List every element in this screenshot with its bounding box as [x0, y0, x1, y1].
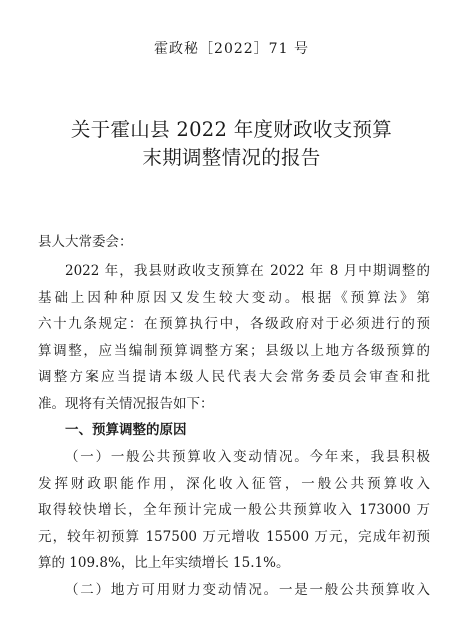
- section-heading: 一、预算调整的原因: [65, 422, 187, 438]
- paragraph-line: 调整方案应当提请本级人民代表大会常务委员会审查和批: [38, 369, 430, 385]
- paragraph-line: 元，较年初预算 157500 万元增收 15500 万元，完成年初预: [38, 528, 430, 545]
- title-line-2: 末期调整情况的报告: [142, 146, 321, 169]
- paragraph-line: 基础上因种种原因又发生较大变动。根据《预算法》第: [38, 289, 430, 306]
- document-number: 霍政秘［2022］71 号: [154, 41, 309, 57]
- salutation: 县人大常委会：: [38, 234, 133, 250]
- paragraph-line: （一）一般公共预算收入变动情况。今年来，我县积极: [65, 449, 430, 465]
- paragraph-line: 2022 年，我县财政收支预算在 2022 年 8 月中期调整的: [65, 263, 430, 279]
- title-line-1: 关于霍山县 2022 年度财政收支预算: [70, 118, 393, 141]
- paragraph-line: 算调整，应当编制预算调整方案；县级以上地方各级预算的: [38, 342, 430, 359]
- paragraph-line: （二）地方可用财力变动情况。一是一般公共预算收入: [65, 581, 430, 598]
- paragraph-line: 准。现将有关情况报告如下：: [38, 395, 214, 412]
- paragraph-line: 取得较快增长，全年预计完成一般公共预算收入 173000 万: [38, 502, 430, 518]
- paragraph-line: 发挥财政职能作用，深化收入征管，一般公共预算收入: [38, 475, 430, 492]
- intro-paragraph: [38, 258, 430, 444]
- paragraph-line: 六十九条规定：在预算执行中，各级政府对于必须进行的预: [38, 316, 430, 332]
- paragraph-line: 算的 109.8%，比上年实绩增长 15.1%。: [38, 555, 290, 571]
- revenue-paragraph: [38, 444, 430, 603]
- document-title: [0, 116, 463, 172]
